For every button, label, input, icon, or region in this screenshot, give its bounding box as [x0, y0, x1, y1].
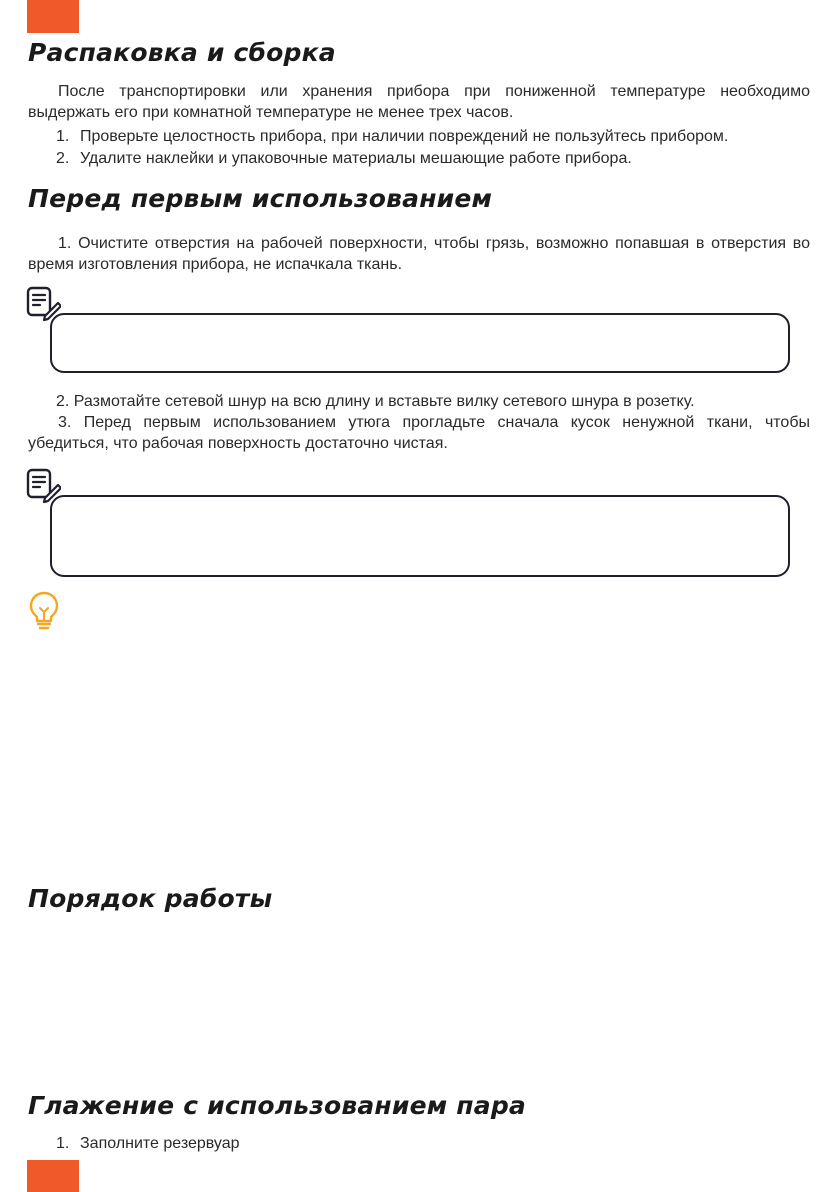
page-corner-tab-top — [27, 0, 79, 33]
section-title-operation: Порядок работы — [28, 884, 273, 913]
section-title-unpacking: Распаковка и сборка — [28, 38, 336, 67]
section-title-steam: Глажение с использованием пара — [28, 1091, 527, 1120]
list-item: 1. Проверьте целостность прибора, при наличии повреждений не пользуйтесь прибором. — [56, 128, 729, 145]
unpacking-intro: После транспортировки или хранения прибора при пониженной температуре необходимо выдержать его при комнатной температуре не менее трех часов. — [28, 83, 810, 121]
page-corner-tab-bottom — [27, 1160, 79, 1192]
note-box — [50, 495, 790, 577]
section-title-first-use: Перед первым использованием — [28, 184, 493, 213]
note-box — [50, 313, 790, 373]
lightbulb-icon — [26, 590, 62, 630]
first-use-step-1: 1. Очистите отверстия на рабочей поверхности, чтобы грязь, возможно попавшая в отверстия во время изготовления прибора, не испачкала ткань. — [28, 235, 810, 273]
list-item: 2. Удалите наклейки и упаковочные материалы мешающие работе прибора. — [56, 150, 632, 167]
list-item: 1. Заполните резервуар — [56, 1135, 240, 1152]
first-use-step-3: 3. Перед первым использованием утюга прогладьте сначала кусок ненужной ткани, чтобы убедиться, что рабочая поверхность достаточно чистая. — [28, 414, 810, 452]
first-use-step-2: 2. Размотайте сетевой шнур на всю длину и вставьте вилку сетевого шнура в розетку. — [56, 393, 695, 410]
